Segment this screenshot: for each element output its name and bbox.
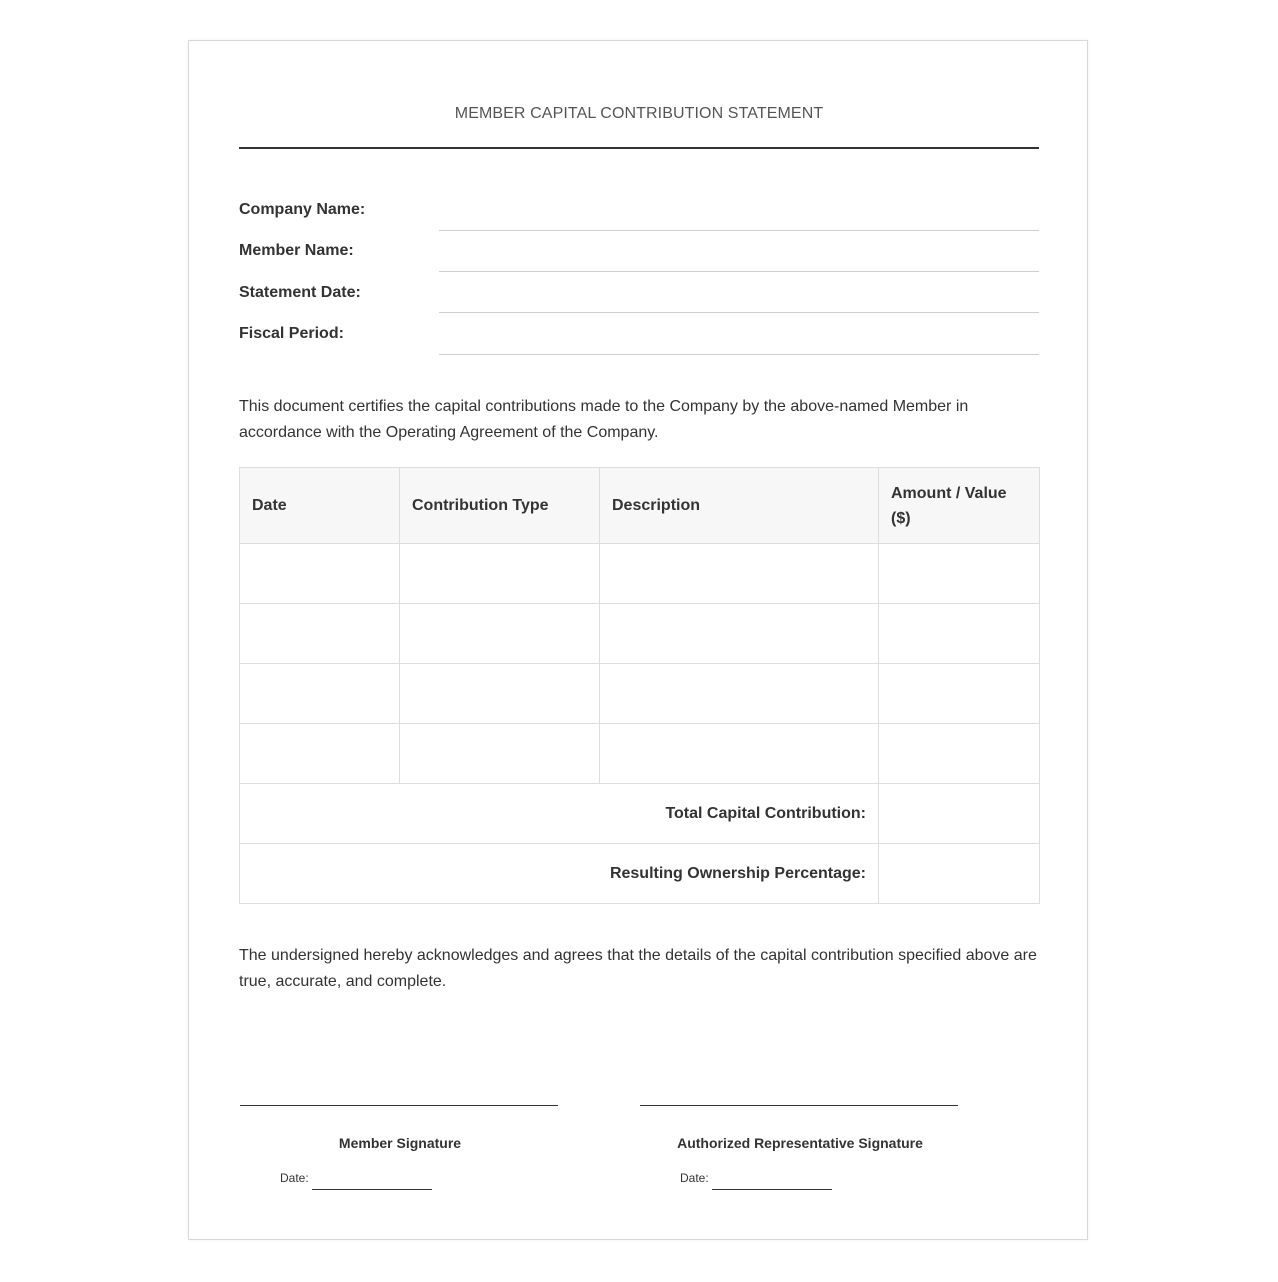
table-cell[interactable] [879,604,1040,664]
table-cell[interactable] [879,664,1040,724]
title-divider [239,147,1039,149]
document-title: MEMBER CAPITAL CONTRIBUTION STATEMENT [454,105,824,122]
member-date-label: Date: [280,1171,309,1185]
table-header-row [240,468,1040,544]
ownership-row [240,844,1040,904]
ownership-percentage-label: Resulting Ownership Percentage: [240,844,879,904]
representative-date-line[interactable] [712,1189,832,1190]
header-date: Date [240,468,400,544]
table-row [240,724,1040,784]
member-name-line [439,271,1039,272]
table-cell[interactable] [240,544,400,604]
representative-signature-caption: Authorized Representative Signature [677,1135,923,1151]
table-row [240,544,1040,604]
table-row [240,604,1040,664]
member-signature-caption: Member Signature [338,1135,462,1151]
table-cell[interactable] [600,664,879,724]
statement-date-line [439,312,1039,313]
table-cell[interactable] [879,544,1040,604]
representative-signature-line[interactable] [640,1105,958,1106]
table-cell[interactable] [240,724,400,784]
document-page [188,40,1088,1240]
table-row [240,664,1040,724]
statement-date-label: Statement Date: [239,284,361,301]
ownership-percentage-value[interactable] [879,844,1040,904]
contributions-table [239,467,1040,904]
fiscal-period-label: Fiscal Period: [239,325,344,342]
member-name-field[interactable] [239,242,1039,284]
header-contribution-type: Contribution Type [400,468,600,544]
fiscal-period-line [439,354,1039,355]
fiscal-period-field[interactable] [239,325,1039,367]
acknowledgment-paragraph: The undersigned hereby acknowledges and agrees that the details of the capital contribution specified above are true, accurate, and complete. [239,947,1037,990]
member-signature-line[interactable] [240,1105,558,1106]
header-amount-value: Amount / Value ($) [879,468,1040,544]
statement-date-field[interactable] [239,284,1039,326]
company-name-line [439,230,1039,231]
member-name-label: Member Name: [239,242,354,259]
table-cell[interactable] [400,664,600,724]
table-cell[interactable] [400,724,600,784]
total-capital-contribution-value[interactable] [879,784,1040,844]
company-name-label: Company Name: [239,201,366,218]
intro-paragraph: This document certifies the capital contributions made to the Company by the above-named Member in accordance with the Operating Agreement of the Company. [239,398,969,441]
table-cell[interactable] [240,604,400,664]
table-cell[interactable] [879,724,1040,784]
table-cell[interactable] [400,544,600,604]
table-cell[interactable] [600,604,879,664]
total-capital-contribution-label: Total Capital Contribution: [240,784,879,844]
table-cell[interactable] [240,664,400,724]
table-cell[interactable] [400,604,600,664]
table-cell[interactable] [600,544,879,604]
header-description: Description [600,468,879,544]
member-date-line[interactable] [312,1189,432,1190]
representative-date-label: Date: [680,1171,709,1185]
company-name-field[interactable] [239,201,1039,243]
table-cell[interactable] [600,724,879,784]
total-row [240,784,1040,844]
